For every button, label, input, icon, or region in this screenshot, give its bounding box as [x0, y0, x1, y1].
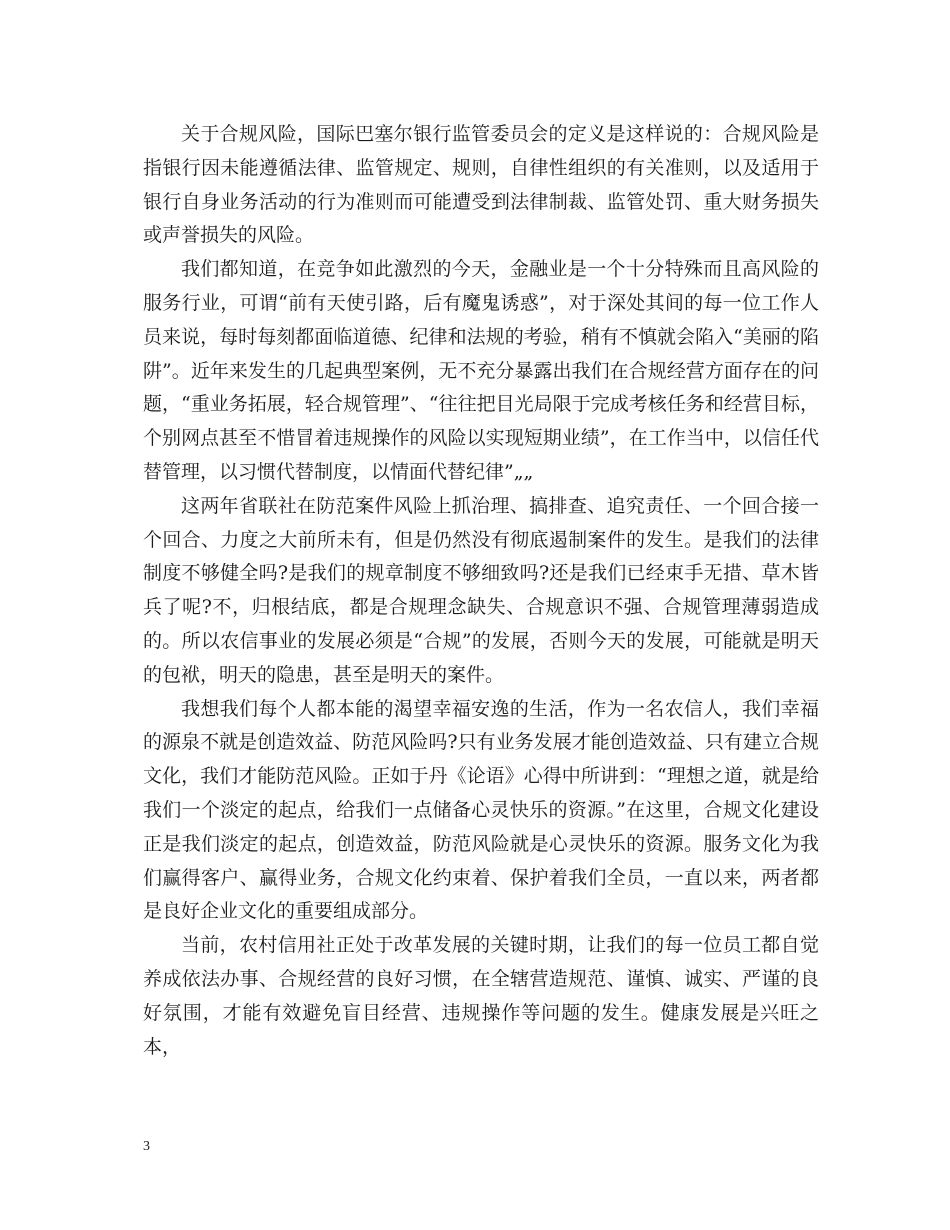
paragraph-3: 这两年省联社在防范案件风险上抓治理、搞排查、追究责任、一个回合接一个回合、力度之大前所未有，但是仍然没有彻底遏制案件的发生。是我们的法律制度不够健全吗?是我们的规章制度不够细致吗?还是我们已经束手无措、草木皆兵了呢?不，归根结底，都是合规理念缺失、合规意识不强、合规管理薄弱造成的。所以农信事业的发展必须是“合规”的发展，否则今天的发展，可能就是明天的包袱，明天的隐患，甚至是明天的案件。: [143, 494, 819, 686]
page-number: 3: [143, 1139, 150, 1154]
paragraph-5: 当前，农村信用社正处于改革发展的关键时期，让我们的每一位员工都自觉养成依法办事、合规经营的良好习惯，在全辖营造规范、谨慎、诚实、严谨的良好氛围，才能有效避免盲目经营、违规操作等问题的发生。健康发展是兴旺之本，: [143, 934, 819, 1058]
body-text: [143, 118, 819, 1064]
paragraph-4: 我想我们每个人都本能的渴望幸福安逸的生活，作为一名农信人，我们幸福的源泉不就是创造效益、防范风险吗?只有业务发展才能创造效益、只有建立合规文化，我们才能防范风险。正如于丹《论语》心得中所讲到：“理想之道，就是给我们一个淡定的起点，给我们一点储备心灵快乐的资源。”在这里，合规文化建设正是我们淡定的起点，创造效益，防范风险就是心灵快乐的资源。服务文化为我们赢得客户、赢得业务，合规文化约束着、保护着我们全员，一直以来，两者都是良好企业文化的重要组成部分。: [143, 697, 819, 923]
paragraph-2: 我们都知道，在竞争如此激烈的今天，金融业是一个十分特殊而且高风险的服务行业，可谓“前有天使引路，后有魔鬼诱惑”，对于深处其间的每一位工作人员来说，每时每刻都面临道德、纪律和法规的考验，稍有不慎就会陷入“美丽的陷阱”。近年来发生的几起典型案例，无不充分暴露出我们在合规经营方面存在的问题，“重业务拓展，轻合规管理”、“往往把目光局限于完成考核任务和经营目标，个别网点甚至不惜冒着违规操作的风险以实现短期业绩”，在工作当中，以信任代替管理，以习惯代替制度，以情面代替纪律”„„: [143, 258, 819, 483]
paragraph-1: 关于合规风险，国际巴塞尔银行监管委员会的定义是这样说的：合规风险是指银行因未能遵循法律、监管规定、规则，自律性组织的有关准则，以及适用于银行自身业务活动的行为准则而可能遭受到法律制裁、监管处罚、重大财务损失或声誉损失的风险。: [143, 123, 819, 247]
